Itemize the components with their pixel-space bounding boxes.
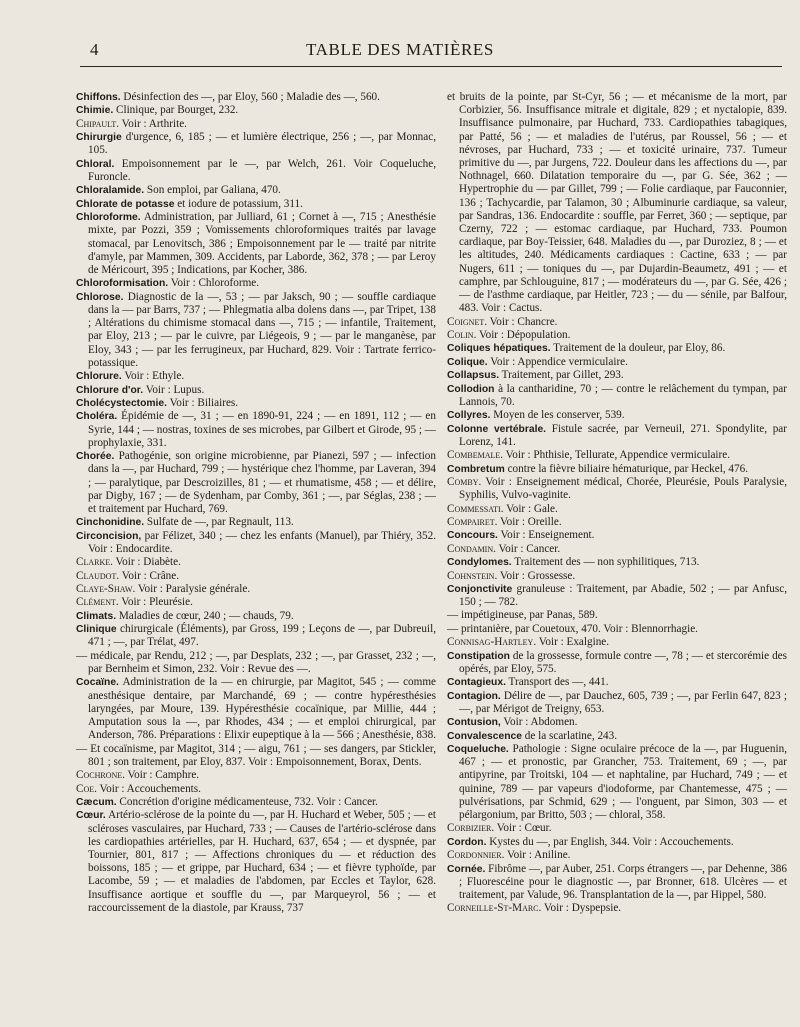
index-entry bbox=[76, 131, 436, 157]
left-column bbox=[76, 91, 436, 915]
index-entry bbox=[447, 423, 787, 449]
entry-text: Voir : Enseignement médical, Chorée, Pleurésie, Pouls Paralysie, Syphilis, Vulvo-vaginite. bbox=[459, 475, 787, 502]
entry-heading: Connisag-Hartley. bbox=[447, 636, 537, 649]
entry-text: Voir : Dépopulation. bbox=[476, 329, 571, 342]
index-entry bbox=[447, 676, 787, 689]
entry-text: Voir : Dyspepsie. bbox=[541, 902, 622, 915]
entry-heading: Cæcum. bbox=[76, 797, 117, 809]
entry-heading: Chipault. bbox=[76, 117, 120, 130]
entry-heading: Cordonnier. bbox=[447, 849, 505, 862]
entry-heading: Chiffons. bbox=[76, 92, 121, 103]
entry-text: Voir : Cœur. bbox=[494, 822, 552, 835]
entry-heading: Clinique bbox=[76, 624, 117, 636]
entry-text: Concrétion d'origine médicamenteuse, 732. Voir : Cancer. bbox=[116, 796, 378, 809]
entry-text: et bruits de la pointe, par St-Cyr, 56 ; — et mécanisme de la mort, par Corbizier, 56. Insuffisance mitrale et digitale, 829 ; et nyctalopie, 839. Insuffisance pulmonaire, par Huchard, 733. Cardiopathies tabagiques, par Patté, 56 ; — et maladies de l'utérus, par Roussel, 56 ; — et névroses, par Huchard, 733 ; — et toxicité urinaire, 737. Tumeur primitive du —, par Jurgens, 722. Douleur dans les affections du —, par Nothnagel, 660. Dilatation temporaire du —, par G. Sée, 362 ; — Hypertrophie du — par Gillet, 799 ; — Folie cardiaque, par Fauconnier, 136 ; Tachycardie, par Talamon, 30 ; Albuminurie cardiaque, sa valeur, par Sandras, 136. Endocardite : souffle, par Ferret, 360 ; — septique, par Czerny, 722 ; — estomac cardiaque, par Huchard, 733. Poumon cardiaque, par Boy-Teissier, 648. Maladies du —, par Duroziez, 8 ; — et les altitudes, 240. Médicaments cardiaques : Cactine, 633 ; — par Nugers, 611 ; — toniques du —, par Dujardin-Beaumetz, 491 ; — et camphre, par Schlouguine, 817 ; — modérateurs du —, par G. Sée, 426 ; — de l'asthme cardiaque, par Heitler, 723 ; — du — sénile, par Balfour, 483. Voir : Cactus. bbox=[447, 91, 787, 315]
index-entry bbox=[76, 610, 436, 623]
index-entry bbox=[76, 370, 436, 383]
index-entry bbox=[76, 91, 436, 104]
entry-text: Traitement des — non syphilitiques, 713. bbox=[511, 556, 700, 569]
entry-heading: — impétigineuse, bbox=[447, 609, 527, 622]
index-entry bbox=[447, 636, 787, 649]
index-entry bbox=[76, 769, 436, 782]
entry-heading: Chlorose. bbox=[76, 291, 124, 303]
index-entry bbox=[76, 184, 436, 197]
entry-text: Voir : Aniline. bbox=[504, 849, 571, 862]
entry-text: Empoisonnement par le —, par Welch, 261. Voir Coqueluche, Furoncle. bbox=[88, 157, 436, 183]
entry-heading: Corneille-St-Marc. bbox=[447, 902, 542, 915]
entry-heading: Cholécystectomie. bbox=[76, 397, 167, 409]
entry-heading: Combemale. bbox=[447, 449, 504, 462]
index-entry bbox=[447, 902, 787, 915]
right-column bbox=[447, 91, 787, 916]
entry-text: Fistule sacrée, par Verneuil, 271. Spondylite, par Lorenz, 141. bbox=[459, 422, 787, 448]
index-entry bbox=[447, 316, 787, 329]
index-entry bbox=[447, 91, 787, 315]
entry-heading: Claye-Shaw. bbox=[76, 583, 136, 596]
entry-text: Voir : Cancer. bbox=[495, 542, 561, 555]
index-entry bbox=[76, 650, 436, 676]
entry-heading: Combretum bbox=[447, 463, 505, 475]
entry-text: Fibrôme —, par Auber, 251. Corps étrangers —, par Dehenne, 386 ; Fluorescéine pour le diagnostic —, par Bronner, 618. Ulcères — et traitement, par Valude, 96. Transplantation de la —, par Hippel, 580. bbox=[459, 862, 787, 901]
entry-heading: Contagieux. bbox=[447, 677, 506, 689]
index-entry bbox=[76, 291, 436, 370]
index-entry bbox=[76, 384, 436, 397]
index-entry bbox=[76, 596, 436, 609]
entry-text: Épidémie de —, 31 ; — en 1890-91, 224 ; — en 1891, 112 ; — en Syrie, 144 ; — nostras, toxines de ses microbes, par Gilbert et Girode, 95 ; — prophylaxie, 331. bbox=[88, 410, 436, 449]
index-entry bbox=[447, 609, 787, 622]
entry-heading: — médicale, bbox=[76, 649, 134, 662]
index-entry bbox=[447, 383, 787, 409]
entry-heading: Chloroforme. bbox=[76, 212, 141, 224]
entry-text: Désinfection des —, par Eloy, 560 ; Maladie des —, 560. bbox=[120, 91, 380, 103]
index-entry bbox=[447, 836, 787, 849]
entry-heading: Cordon. bbox=[447, 836, 487, 848]
entry-text: Traitement, par Gillet, 293. bbox=[499, 369, 624, 382]
entry-heading: Chloral. bbox=[76, 158, 115, 170]
entry-heading: Clément. bbox=[76, 596, 119, 609]
entry-heading: — printanière, bbox=[447, 622, 513, 635]
entry-text: Traitement de la douleur, par Eloy, 86. bbox=[550, 342, 726, 355]
index-entry bbox=[76, 743, 436, 769]
index-entry bbox=[447, 650, 787, 676]
entry-heading: Chimie. bbox=[76, 105, 114, 117]
entry-text: Voir : Abdomen. bbox=[500, 716, 578, 729]
index-entry bbox=[447, 476, 787, 502]
entry-heading: Circoncision, bbox=[76, 530, 142, 542]
entry-heading: Chlorure d'or. bbox=[76, 384, 144, 396]
entry-text: Voir : Phthisie, Tellurate, Appendice vermiculaire. bbox=[503, 449, 730, 462]
entry-text: Artério-sclérose de la pointe du —, par H. Huchard et Weber, 505 ; — et scléroses vasculaires, par Huchard, 733 ; — Causes de l'artério-sclérose dans les cardiopathies artérielles, par H. Huchard, 637, 654 ; — et dyspnée, par Tournier, 801, 817 ; — Affections chroniques du — et réduction des boissons, 185 ; — et grippe, par Huchard, 634 ; — et fièvre typhoïde, par Lacombe, 59 ; — et maladies de l'abdomen, par Eccles et Taylor, 628. Insuffisance aortique et souffle du —, par Marqueyrol, 56 ; — et raccourcissement de la diastole, par Krauss, 737 bbox=[88, 809, 436, 914]
entry-heading: Colique. bbox=[447, 356, 488, 368]
index-entry bbox=[76, 410, 436, 450]
entry-text: et iodure de potassium, 311. bbox=[174, 197, 303, 210]
index-entry bbox=[447, 743, 787, 822]
index-entry bbox=[76, 583, 436, 596]
index-entry bbox=[447, 583, 787, 609]
entry-heading: Collyres. bbox=[447, 410, 491, 422]
index-entry bbox=[447, 822, 787, 835]
index-entry bbox=[76, 450, 436, 516]
index-entry bbox=[76, 397, 436, 410]
header-rule bbox=[80, 66, 782, 67]
entry-text: Voir : Grossesse. bbox=[497, 569, 576, 582]
entry-text: Voir : Gale. bbox=[503, 502, 558, 515]
entry-text: Son emploi, par Galiana, 470. bbox=[144, 184, 281, 197]
index-entry bbox=[76, 211, 436, 277]
index-entry bbox=[447, 503, 787, 516]
index-entry bbox=[447, 356, 787, 369]
index-entry bbox=[447, 543, 787, 556]
index-entry bbox=[447, 463, 787, 476]
entry-heading: Cœur. bbox=[76, 810, 106, 822]
entry-text: Voir : Ethyle. bbox=[121, 370, 185, 383]
entry-heading: Commessati. bbox=[447, 502, 504, 515]
entry-heading: — Et bbox=[76, 742, 101, 755]
entry-heading: Choléra. bbox=[76, 411, 118, 423]
index-entry bbox=[76, 530, 436, 556]
entry-text: Moyen de les conserver, 539. bbox=[490, 409, 625, 422]
entry-text: Voir : Oreille. bbox=[497, 515, 562, 528]
entry-heading: Condamin. bbox=[447, 542, 496, 555]
entry-heading: Coqueluche. bbox=[447, 744, 509, 756]
entry-text: Voir : Camphre. bbox=[124, 769, 200, 782]
entry-heading: Cornée. bbox=[447, 863, 486, 875]
entry-text: de la grossesse, formule contre —, 78 ; — et stercorémie des opérés, par Eloy, 575. bbox=[459, 649, 787, 675]
entry-text: Voir : Chancre. bbox=[487, 315, 558, 328]
entry-text: Voir : Pleurésie. bbox=[118, 596, 193, 609]
entry-heading: Colin. bbox=[447, 329, 477, 342]
entry-text: Voir : Biliaires. bbox=[167, 396, 239, 409]
entry-heading: Cocaïne. bbox=[76, 677, 119, 689]
entry-heading: Comby. bbox=[447, 475, 482, 488]
index-entry bbox=[76, 198, 436, 211]
index-entry bbox=[447, 409, 787, 422]
entry-text: Kystes du —, par English, 344. Voir : Accouchements. bbox=[486, 835, 734, 848]
index-entry bbox=[447, 849, 787, 862]
entry-heading: Convalescence bbox=[447, 730, 522, 742]
entry-text: par Félizet, 340 ; — chez les enfants (Manuel), par Thiéry, 352. Voir : Endocardite. bbox=[88, 529, 436, 555]
running-head: TABLE DES MATIÈRES bbox=[306, 40, 494, 59]
index-entry bbox=[76, 104, 436, 117]
entry-heading: Coliques hépatiques. bbox=[447, 343, 551, 355]
entry-text: Voir : Chloroforme. bbox=[168, 277, 260, 290]
entry-text: par Panas, 589. bbox=[526, 609, 598, 622]
entry-heading: Chirurgie bbox=[76, 132, 122, 144]
entry-heading: Conjonctivite bbox=[447, 583, 513, 595]
index-entry bbox=[76, 796, 436, 809]
index-entry bbox=[447, 570, 787, 583]
entry-text: par Rendu, 212 ; —, par Desplats, 232 ; —, par Grasset, 232 ; —, par Bernheim et Simon, 232. Voir : Revue des —. bbox=[88, 649, 436, 676]
entry-heading: Concours. bbox=[447, 530, 498, 542]
entry-text: contre la fièvre biliaire hématurique, par Heckel, 476. bbox=[504, 462, 749, 475]
entry-text: Voir : Lupus. bbox=[143, 383, 205, 396]
index-entry bbox=[76, 809, 436, 915]
entry-text: Voir : Enseignement. bbox=[497, 529, 595, 542]
entry-heading: Chlorate de potasse bbox=[76, 198, 175, 210]
entry-text: Voir : Crâne. bbox=[119, 569, 180, 582]
index-entry bbox=[447, 863, 787, 903]
entry-heading: Chloroformisation. bbox=[76, 278, 169, 290]
index-entry bbox=[447, 529, 787, 542]
index-entry bbox=[76, 676, 436, 742]
entry-heading: Contagion. bbox=[447, 690, 501, 702]
page-number: 4 bbox=[90, 40, 99, 59]
entry-heading: Collapsus. bbox=[447, 370, 500, 382]
entry-heading: Collodion bbox=[447, 383, 495, 395]
index-entry bbox=[447, 329, 787, 342]
entry-heading: Coe. bbox=[76, 782, 97, 795]
entry-text: cocaïnisme, par Magitot, 314 ; — aigu, 761 ; — ses dangers, par Stickler, 801 ; son traitement, par Eloy, 837. Voir : Empoisonnement, Borax, Dents. bbox=[88, 742, 436, 768]
entry-text: Voir : Exalgine. bbox=[536, 636, 610, 649]
entry-text: Clinique, par Bourget, 232. bbox=[113, 104, 239, 117]
entry-heading: Colonne vertébrale. bbox=[447, 423, 547, 435]
index-entry bbox=[447, 556, 787, 569]
index-entry bbox=[447, 516, 787, 529]
entry-text: Sulfate de —, par Regnault, 113. bbox=[144, 516, 294, 529]
entry-heading: Cinchonidine. bbox=[76, 517, 145, 529]
index-entry bbox=[447, 342, 787, 355]
index-entry bbox=[76, 556, 436, 569]
index-entry bbox=[76, 516, 436, 529]
entry-text: Pathologie : Signe oculaire précoce de la —, par Huguenin, 467 ; — et pronostic, par Grancher, 753. Traitement, 69 ; —, par antipyrine, par Troitski, 104 — et naphtaline, par Huchard, 749 ; — et quinine, 789 — par vapeurs d'iodoforme, par Chantemesse, 475 ; — pulvérisations, par Schmid, 629 ; — l'onguent, par Simon, 303 — et pélargonium, par Britto, 503 ; — chloral, 358. bbox=[459, 743, 787, 822]
entry-text: d'urgence, 6, 185 ; — et lumière électrique, 256 ; —, par Monnac, 105. bbox=[88, 131, 436, 157]
entry-text: Voir : Diabète. bbox=[112, 556, 181, 569]
entry-text: Administration, par Julliard, 61 ; Cornet à —, 715 ; Anesthésie mixte, par Pozzi, 359 ; Vomissements chloroformiques traités par lavage stomacal, par Lenovitsch, 386 ; Empoisonnement par le — traité par nitrite d'amyle, par Mammen, 309. Accidents, par Laborde, 362, 378 ; — par Leroy de Méricourt, 395 ; Indications, par Kocher, 386. bbox=[88, 211, 436, 276]
index-entry bbox=[447, 449, 787, 462]
entry-heading: Chloralamide. bbox=[76, 185, 145, 197]
entry-heading: Climats. bbox=[76, 610, 117, 622]
entry-text: à la cantharidine, 70 ; — contre le relâchement du tympan, par Lannois, 70. bbox=[459, 382, 787, 408]
entry-text: par Couetoux, 470. Voir : Blennorrhagie. bbox=[512, 622, 698, 635]
index-entry bbox=[76, 158, 436, 184]
index-entry bbox=[76, 783, 436, 796]
entry-text: Transport des —, 441. bbox=[505, 676, 609, 689]
entry-text: de la scarlatine, 243. bbox=[521, 729, 618, 742]
entry-heading: Constipation bbox=[447, 650, 510, 662]
index-entry bbox=[76, 623, 436, 649]
entry-text: Administration de la — en chirurgie, par Magitot, 545 ; — comme anesthésique dentaire, par Marchandé, 69 ; — contre hypéresthésies laryngées, par Moure, 139. Hypéresthésie cocaïnique, par Millie, 444 ; Amputation sous la —, par Rhodes, 434 ; — et emploi chirurgical, par Anderson, 786. Préparations : Elixir eupeptique à la — 566 ; Anesthésie, 838. bbox=[88, 676, 436, 742]
entry-text: chirurgicale (Éléments), par Gross, 199 ; Leçons de —, par Dubreuil, 471 ; —, par Trélat, 497. bbox=[88, 623, 436, 649]
entry-text: Voir : Accouchements. bbox=[96, 782, 201, 795]
entry-heading: Contusion, bbox=[447, 717, 501, 729]
entry-heading: Coignet. bbox=[447, 315, 488, 328]
entry-heading: Compairet. bbox=[447, 515, 498, 528]
entry-text: Diagnostic de la —, 53 ; — par Jaksch, 90 ; — souffle cardiaque dans la — par Barrs, 737 ; — Phlegmatia alba dolens dans —, par Tripet, 138 ; Altérations du chimisme stomacal dans —, 715 ; — infantile, Traitement, par Eloy, 213 ; — par le cuivre, par Liégeois, 9 ; — par le manganèse, par Eloy, 343 ; — par les ferrugineux, par Huchard, 829. Voir : Tartrate ferrico-potassique. bbox=[88, 290, 436, 369]
entry-text: Voir : Appendice vermiculaire. bbox=[487, 355, 628, 368]
entry-text: Maladies de cœur, 240 ; — chauds, 79. bbox=[116, 609, 294, 622]
entry-text: Pathogénie, son origine microbienne, par Pianezi, 597 ; — infection dans la —, par Huchard, 799 ; — hystérique chez l'homme, par Laveran, 394 ; — paralytique, par Descroizilles, 81 ; — et rhumatisme, 458 ; — et délire, par Digby, 167 ; — de Sydenham, par Comby, 361 ; —, par Séglas, 238 ; — et traitement par Huchard, 769. bbox=[88, 450, 436, 515]
entry-heading: Clarke. bbox=[76, 556, 113, 569]
entry-heading: Condylomes. bbox=[447, 557, 512, 569]
entry-heading: Cohnstein. bbox=[447, 569, 498, 582]
entry-heading: Chlorure. bbox=[76, 371, 122, 383]
index-entry bbox=[447, 623, 787, 636]
entry-text: granuleuse : Traitement, par Abadie, 502 ; — par Anfusc, 150 ; — 782. bbox=[459, 582, 787, 609]
entry-text: Voir : Paralysie générale. bbox=[135, 583, 251, 596]
index-entry bbox=[447, 730, 787, 743]
entry-text: Voir : Arthrite. bbox=[119, 117, 187, 130]
index-entry bbox=[76, 277, 436, 290]
index-entry bbox=[447, 690, 787, 716]
index-entry bbox=[447, 716, 787, 729]
entry-text: Délire de —, par Dauchez, 605, 739 ; —, par Ferlin 647, 823 ; —, par Mérigot de Treigny, 653. bbox=[459, 689, 787, 715]
index-entry bbox=[76, 570, 436, 583]
index-entry bbox=[447, 369, 787, 382]
entry-heading: Claudot. bbox=[76, 569, 120, 582]
entry-heading: Corbizier. bbox=[447, 822, 495, 835]
entry-heading: Cochrone. bbox=[76, 769, 125, 782]
entry-heading: Chorée. bbox=[76, 451, 115, 463]
index-entry bbox=[76, 118, 436, 131]
